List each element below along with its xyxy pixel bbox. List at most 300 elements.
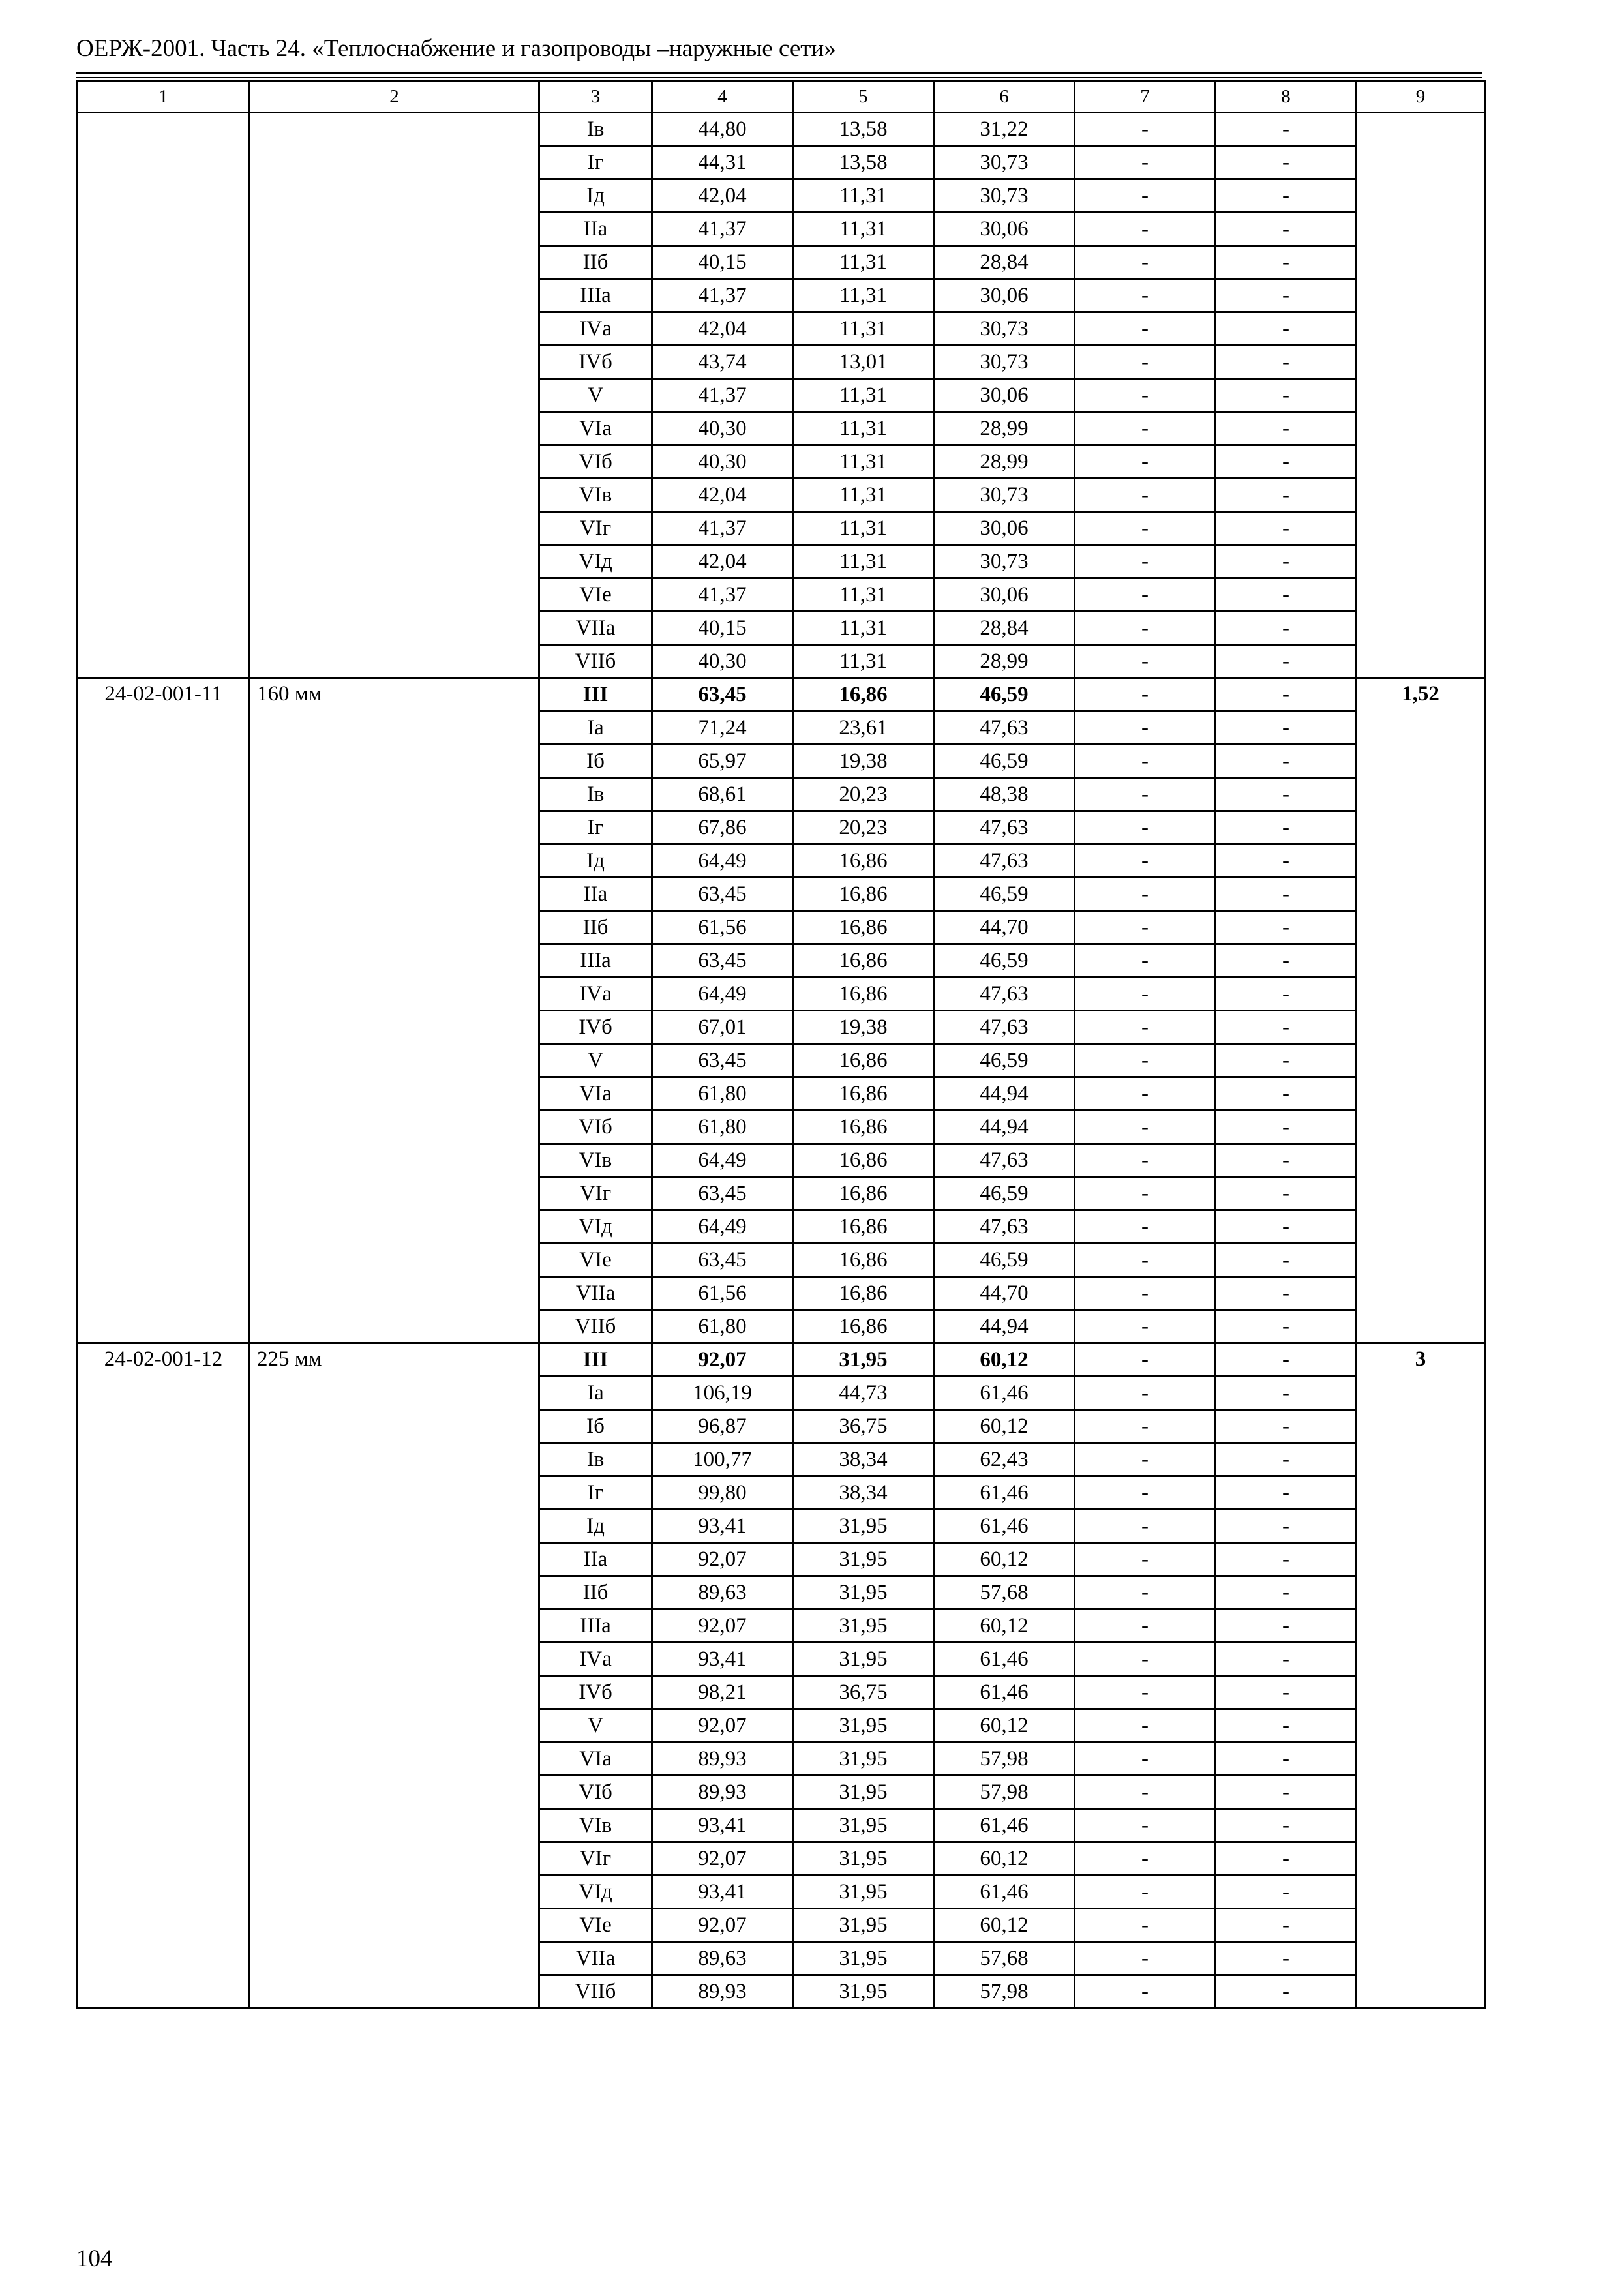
value-cell: 93,41 [652, 1809, 793, 1842]
zone-cell: VIг [539, 1177, 652, 1210]
value-cell: - [1075, 1975, 1216, 2009]
value-cell: 61,80 [652, 1310, 793, 1343]
value-cell: 16,86 [793, 911, 934, 944]
value-cell: 44,94 [934, 1111, 1075, 1144]
zone-cell: VIIб [539, 645, 652, 678]
value-cell: 41,37 [652, 379, 793, 412]
value-cell: - [1075, 978, 1216, 1011]
diameter-cell [250, 113, 539, 678]
zone-cell: Iв [539, 113, 652, 146]
value-cell: - [1216, 512, 1357, 545]
zone-cell: IIа [539, 1543, 652, 1576]
value-cell: 47,63 [934, 1144, 1075, 1177]
value-cell: - [1216, 1643, 1357, 1676]
value-cell: - [1216, 545, 1357, 578]
value-cell: 47,63 [934, 978, 1075, 1011]
value-cell: 31,95 [793, 1876, 934, 1909]
value-cell: 16,86 [793, 978, 934, 1011]
value-cell: 16,86 [793, 1144, 934, 1177]
value-cell: 40,30 [652, 645, 793, 678]
value-cell: - [1216, 778, 1357, 811]
value-cell: 16,86 [793, 878, 934, 911]
value-cell: 61,46 [934, 1876, 1075, 1909]
value-cell: - [1075, 612, 1216, 645]
zone-cell: Iг [539, 811, 652, 845]
value-cell: - [1216, 1543, 1357, 1576]
value-cell: 61,46 [934, 1809, 1075, 1842]
value-cell: 47,63 [934, 845, 1075, 878]
value-cell: 61,46 [934, 1510, 1075, 1543]
value-cell: 30,06 [934, 213, 1075, 246]
value-cell: 19,38 [793, 1011, 934, 1044]
value-cell: - [1216, 1876, 1357, 1909]
value-cell: - [1075, 1543, 1216, 1576]
value-cell: 40,30 [652, 445, 793, 479]
value-cell: - [1075, 944, 1216, 978]
value-cell: - [1216, 1510, 1357, 1543]
value-cell: 100,77 [652, 1443, 793, 1476]
value-cell: - [1216, 1310, 1357, 1343]
zone-cell: IIIа [539, 279, 652, 312]
zone-cell: Iа [539, 1377, 652, 1410]
value-cell: 43,74 [652, 346, 793, 379]
value-cell: 44,31 [652, 146, 793, 179]
value-cell: - [1075, 1277, 1216, 1310]
value-cell: 11,31 [793, 312, 934, 346]
column-number: 6 [934, 81, 1075, 113]
diameter-cell: 225 мм [250, 1343, 539, 2009]
column-number: 5 [793, 81, 934, 113]
column-number: 2 [250, 81, 539, 113]
value-cell: 46,59 [934, 944, 1075, 978]
column-number: 1 [78, 81, 250, 113]
value-cell: - [1216, 312, 1357, 346]
value-cell: 44,80 [652, 113, 793, 146]
zone-cell: Iб [539, 745, 652, 778]
value-cell: - [1075, 1011, 1216, 1044]
value-cell: - [1075, 379, 1216, 412]
value-cell: 38,34 [793, 1476, 934, 1510]
value-cell: - [1216, 1975, 1357, 2009]
table-row [78, 678, 1485, 711]
value-cell: 57,98 [934, 1975, 1075, 2009]
value-cell: - [1216, 612, 1357, 645]
value-cell: - [1075, 1776, 1216, 1809]
value-cell: - [1216, 911, 1357, 944]
value-cell: - [1075, 1310, 1216, 1343]
zone-cell: VIв [539, 1809, 652, 1842]
value-cell: 46,59 [934, 678, 1075, 711]
value-cell: 23,61 [793, 711, 934, 745]
zone-cell: VIб [539, 445, 652, 479]
value-cell: 11,31 [793, 279, 934, 312]
value-cell: 46,59 [934, 1044, 1075, 1077]
value-cell: - [1216, 445, 1357, 479]
value-cell: - [1216, 1277, 1357, 1310]
value-cell: 28,99 [934, 445, 1075, 479]
value-cell: 16,86 [793, 1077, 934, 1111]
value-cell: - [1075, 512, 1216, 545]
value-cell: 64,49 [652, 1144, 793, 1177]
zone-cell: Iг [539, 1476, 652, 1510]
value-cell: - [1075, 645, 1216, 678]
value-cell: 11,31 [793, 612, 934, 645]
value-cell: - [1216, 113, 1357, 146]
value-cell: 41,37 [652, 279, 793, 312]
value-cell: 46,59 [934, 1177, 1075, 1210]
value-cell: 63,45 [652, 878, 793, 911]
value-cell: 60,12 [934, 1709, 1075, 1743]
value-cell: - [1075, 1676, 1216, 1709]
value-cell: - [1216, 1144, 1357, 1177]
value-cell: 41,37 [652, 578, 793, 612]
value-cell: 57,68 [934, 1576, 1075, 1609]
value-cell: 30,73 [934, 146, 1075, 179]
value-cell: - [1075, 1876, 1216, 1909]
value-cell: - [1216, 645, 1357, 678]
value-cell: 96,87 [652, 1410, 793, 1443]
value-cell: 28,84 [934, 612, 1075, 645]
value-cell: 92,07 [652, 1909, 793, 1942]
value-cell: - [1216, 1842, 1357, 1876]
value-cell: - [1216, 479, 1357, 512]
value-cell: 16,86 [793, 1111, 934, 1144]
zone-cell: Iв [539, 1443, 652, 1476]
value-cell: 31,95 [793, 1809, 934, 1842]
zone-cell: VIе [539, 1244, 652, 1277]
value-cell: - [1216, 1709, 1357, 1743]
value-cell: 30,06 [934, 379, 1075, 412]
zone-cell: Iб [539, 1410, 652, 1443]
value-cell: - [1216, 1177, 1357, 1210]
value-cell: 92,07 [652, 1343, 793, 1377]
value-cell: 61,46 [934, 1643, 1075, 1676]
value-cell: - [1075, 1476, 1216, 1510]
column-number-row [78, 81, 1485, 113]
diameter-cell: 160 мм [250, 678, 539, 1343]
zone-cell: V [539, 379, 652, 412]
page-header-title: ОЕРЖ-2001. Часть 24. «Теплоснабжение и газопроводы –наружные сети» [76, 35, 836, 62]
value-cell: 92,07 [652, 1842, 793, 1876]
value-cell: 16,86 [793, 1210, 934, 1244]
value-cell: 63,45 [652, 1177, 793, 1210]
zone-cell: III [539, 1343, 652, 1377]
value-cell: - [1216, 1443, 1357, 1476]
value-cell: 31,95 [793, 1543, 934, 1576]
zone-cell: VIв [539, 1144, 652, 1177]
zone-cell: VIд [539, 545, 652, 578]
value-cell: - [1075, 845, 1216, 878]
value-cell: 42,04 [652, 312, 793, 346]
value-cell: 30,73 [934, 312, 1075, 346]
value-cell: - [1216, 1244, 1357, 1277]
value-cell: 11,31 [793, 645, 934, 678]
value-cell: 46,59 [934, 1244, 1075, 1277]
value-cell: - [1216, 1044, 1357, 1077]
value-cell: 40,30 [652, 412, 793, 445]
value-cell: 11,31 [793, 512, 934, 545]
table-row [78, 1343, 1485, 1377]
value-cell: 46,59 [934, 878, 1075, 911]
value-cell: - [1075, 1144, 1216, 1177]
value-cell: 31,95 [793, 1975, 934, 2009]
value-cell: 11,31 [793, 445, 934, 479]
value-cell: - [1216, 944, 1357, 978]
value-cell: 41,37 [652, 512, 793, 545]
value-cell: 89,93 [652, 1776, 793, 1809]
value-cell: - [1075, 1210, 1216, 1244]
zone-cell: IVб [539, 346, 652, 379]
value-cell: - [1216, 711, 1357, 745]
value-cell: 30,06 [934, 512, 1075, 545]
zone-cell: IIа [539, 213, 652, 246]
value-cell: - [1075, 1510, 1216, 1543]
value-cell: - [1075, 445, 1216, 479]
value-cell: 60,12 [934, 1842, 1075, 1876]
value-cell: - [1216, 578, 1357, 612]
value-cell: 93,41 [652, 1510, 793, 1543]
value-cell: 31,95 [793, 1842, 934, 1876]
value-cell: 44,70 [934, 911, 1075, 944]
value-cell: 47,63 [934, 1011, 1075, 1044]
value-cell: - [1075, 1809, 1216, 1842]
value-cell: 31,95 [793, 1643, 934, 1676]
value-cell: 61,80 [652, 1077, 793, 1111]
value-cell: 28,84 [934, 246, 1075, 279]
value-cell: 30,73 [934, 479, 1075, 512]
value-cell: 16,86 [793, 845, 934, 878]
zone-cell: VIIб [539, 1975, 652, 2009]
value-cell: 57,98 [934, 1743, 1075, 1776]
zone-cell: VIIа [539, 1942, 652, 1975]
value-cell: 31,22 [934, 113, 1075, 146]
zone-cell: VIд [539, 1210, 652, 1244]
zone-cell: VIа [539, 412, 652, 445]
value-cell: - [1075, 1643, 1216, 1676]
value-cell: - [1075, 1343, 1216, 1377]
value-cell: - [1075, 1743, 1216, 1776]
value-cell: 13,58 [793, 113, 934, 146]
zone-cell: IIб [539, 1576, 652, 1609]
extra-cell: 3 [1357, 1343, 1485, 2009]
value-cell: 42,04 [652, 179, 793, 213]
zone-cell: Iг [539, 146, 652, 179]
value-cell: 68,61 [652, 778, 793, 811]
value-cell: 31,95 [793, 1776, 934, 1809]
value-cell: 46,59 [934, 745, 1075, 778]
value-cell: 65,97 [652, 745, 793, 778]
value-cell: 48,38 [934, 778, 1075, 811]
value-cell: - [1075, 778, 1216, 811]
value-cell: - [1075, 678, 1216, 711]
value-cell: 92,07 [652, 1543, 793, 1576]
value-cell: 40,15 [652, 246, 793, 279]
zone-cell: III [539, 678, 652, 711]
column-number: 4 [652, 81, 793, 113]
value-cell: 38,34 [793, 1443, 934, 1476]
value-cell: 31,95 [793, 1709, 934, 1743]
value-cell: 60,12 [934, 1543, 1075, 1576]
value-cell: 36,75 [793, 1676, 934, 1709]
value-cell: 60,12 [934, 1609, 1075, 1643]
zone-cell: IVа [539, 312, 652, 346]
column-number: 9 [1357, 81, 1485, 113]
value-cell: - [1075, 878, 1216, 911]
value-cell: 89,63 [652, 1576, 793, 1609]
value-cell: - [1216, 346, 1357, 379]
value-cell: 30,06 [934, 578, 1075, 612]
value-cell: 60,12 [934, 1410, 1075, 1443]
value-cell: 20,23 [793, 778, 934, 811]
zone-cell: V [539, 1044, 652, 1077]
value-cell: - [1075, 213, 1216, 246]
value-cell: 11,31 [793, 179, 934, 213]
zone-cell: VIа [539, 1743, 652, 1776]
value-cell: 92,07 [652, 1609, 793, 1643]
value-cell: 93,41 [652, 1876, 793, 1909]
header-rule-thick [76, 72, 1482, 74]
value-cell: 31,95 [793, 1510, 934, 1543]
value-cell: - [1216, 1809, 1357, 1842]
extra-cell: 1,52 [1357, 678, 1485, 1343]
zone-cell: VIа [539, 1077, 652, 1111]
value-cell: - [1075, 246, 1216, 279]
value-cell: 92,07 [652, 1709, 793, 1743]
value-cell: 31,95 [793, 1343, 934, 1377]
value-cell: 16,86 [793, 1244, 934, 1277]
value-cell: - [1075, 1111, 1216, 1144]
zone-cell: Iд [539, 179, 652, 213]
value-cell: 16,86 [793, 944, 934, 978]
value-cell: 30,06 [934, 279, 1075, 312]
value-cell: 16,86 [793, 1277, 934, 1310]
value-cell: 93,41 [652, 1643, 793, 1676]
value-cell: - [1216, 246, 1357, 279]
value-cell: - [1075, 1909, 1216, 1942]
value-cell: - [1216, 1343, 1357, 1377]
value-cell: 57,68 [934, 1942, 1075, 1975]
value-cell: - [1216, 179, 1357, 213]
value-cell: 60,12 [934, 1343, 1075, 1377]
zone-cell: IVб [539, 1011, 652, 1044]
zone-cell: VIе [539, 1909, 652, 1942]
value-cell: 63,45 [652, 1044, 793, 1077]
value-cell: 31,95 [793, 1609, 934, 1643]
value-cell: - [1075, 1443, 1216, 1476]
value-cell: 47,63 [934, 811, 1075, 845]
value-cell: 11,31 [793, 545, 934, 578]
zone-cell: VIд [539, 1876, 652, 1909]
value-cell: 19,38 [793, 745, 934, 778]
value-cell: 60,12 [934, 1909, 1075, 1942]
value-cell: 16,86 [793, 1177, 934, 1210]
value-cell: 11,31 [793, 379, 934, 412]
value-cell: - [1075, 911, 1216, 944]
value-cell: - [1075, 711, 1216, 745]
zone-cell: VIб [539, 1776, 652, 1809]
value-cell: - [1216, 978, 1357, 1011]
value-cell: - [1216, 213, 1357, 246]
value-cell: 61,46 [934, 1676, 1075, 1709]
value-cell: 63,45 [652, 944, 793, 978]
value-cell: - [1216, 878, 1357, 911]
value-cell: - [1075, 1942, 1216, 1975]
value-cell: 47,63 [934, 711, 1075, 745]
value-cell: 28,99 [934, 645, 1075, 678]
value-cell: 30,73 [934, 179, 1075, 213]
value-cell: - [1216, 1011, 1357, 1044]
code-cell: 24-02-001-11 [78, 678, 250, 1343]
value-cell: 31,95 [793, 1909, 934, 1942]
value-cell: - [1075, 1410, 1216, 1443]
value-cell: - [1075, 1044, 1216, 1077]
code-cell: 24-02-001-12 [78, 1343, 250, 2009]
value-cell: 44,94 [934, 1310, 1075, 1343]
zone-cell: Iд [539, 845, 652, 878]
value-cell: - [1216, 146, 1357, 179]
rates-table-body [78, 81, 1485, 2009]
value-cell: 11,31 [793, 213, 934, 246]
value-cell: - [1216, 745, 1357, 778]
value-cell: - [1075, 1842, 1216, 1876]
value-cell: 28,99 [934, 412, 1075, 445]
value-cell: - [1075, 1077, 1216, 1111]
value-cell: 98,21 [652, 1676, 793, 1709]
value-cell: - [1075, 179, 1216, 213]
value-cell: - [1075, 1377, 1216, 1410]
column-number: 8 [1216, 81, 1357, 113]
value-cell: 44,70 [934, 1277, 1075, 1310]
value-cell: - [1075, 412, 1216, 445]
table-row [78, 113, 1485, 146]
value-cell: 61,56 [652, 911, 793, 944]
value-cell: - [1075, 113, 1216, 146]
zone-cell: IIа [539, 878, 652, 911]
value-cell: 71,24 [652, 711, 793, 745]
zone-cell: VIIа [539, 612, 652, 645]
rates-table [76, 80, 1486, 2009]
value-cell: - [1216, 1576, 1357, 1609]
value-cell: 62,43 [934, 1443, 1075, 1476]
value-cell: 20,23 [793, 811, 934, 845]
value-cell: 67,86 [652, 811, 793, 845]
value-cell: - [1075, 745, 1216, 778]
value-cell: 16,86 [793, 1044, 934, 1077]
value-cell: 61,56 [652, 1277, 793, 1310]
value-cell: - [1216, 1476, 1357, 1510]
value-cell: 57,98 [934, 1776, 1075, 1809]
value-cell: 106,19 [652, 1377, 793, 1410]
zone-cell: IVб [539, 1676, 652, 1709]
value-cell: 44,73 [793, 1377, 934, 1410]
value-cell: 89,93 [652, 1743, 793, 1776]
value-cell: 41,37 [652, 213, 793, 246]
zone-cell: VIг [539, 512, 652, 545]
value-cell: - [1216, 845, 1357, 878]
value-cell: 61,80 [652, 1111, 793, 1144]
column-number: 7 [1075, 81, 1216, 113]
value-cell: 64,49 [652, 845, 793, 878]
value-cell: - [1216, 1410, 1357, 1443]
value-cell: - [1075, 545, 1216, 578]
extra-cell [1357, 113, 1485, 678]
value-cell: 63,45 [652, 678, 793, 711]
value-cell: 89,63 [652, 1942, 793, 1975]
page-number: 104 [76, 2245, 113, 2272]
value-cell: 89,93 [652, 1975, 793, 2009]
value-cell: - [1216, 678, 1357, 711]
zone-cell: VIIа [539, 1277, 652, 1310]
